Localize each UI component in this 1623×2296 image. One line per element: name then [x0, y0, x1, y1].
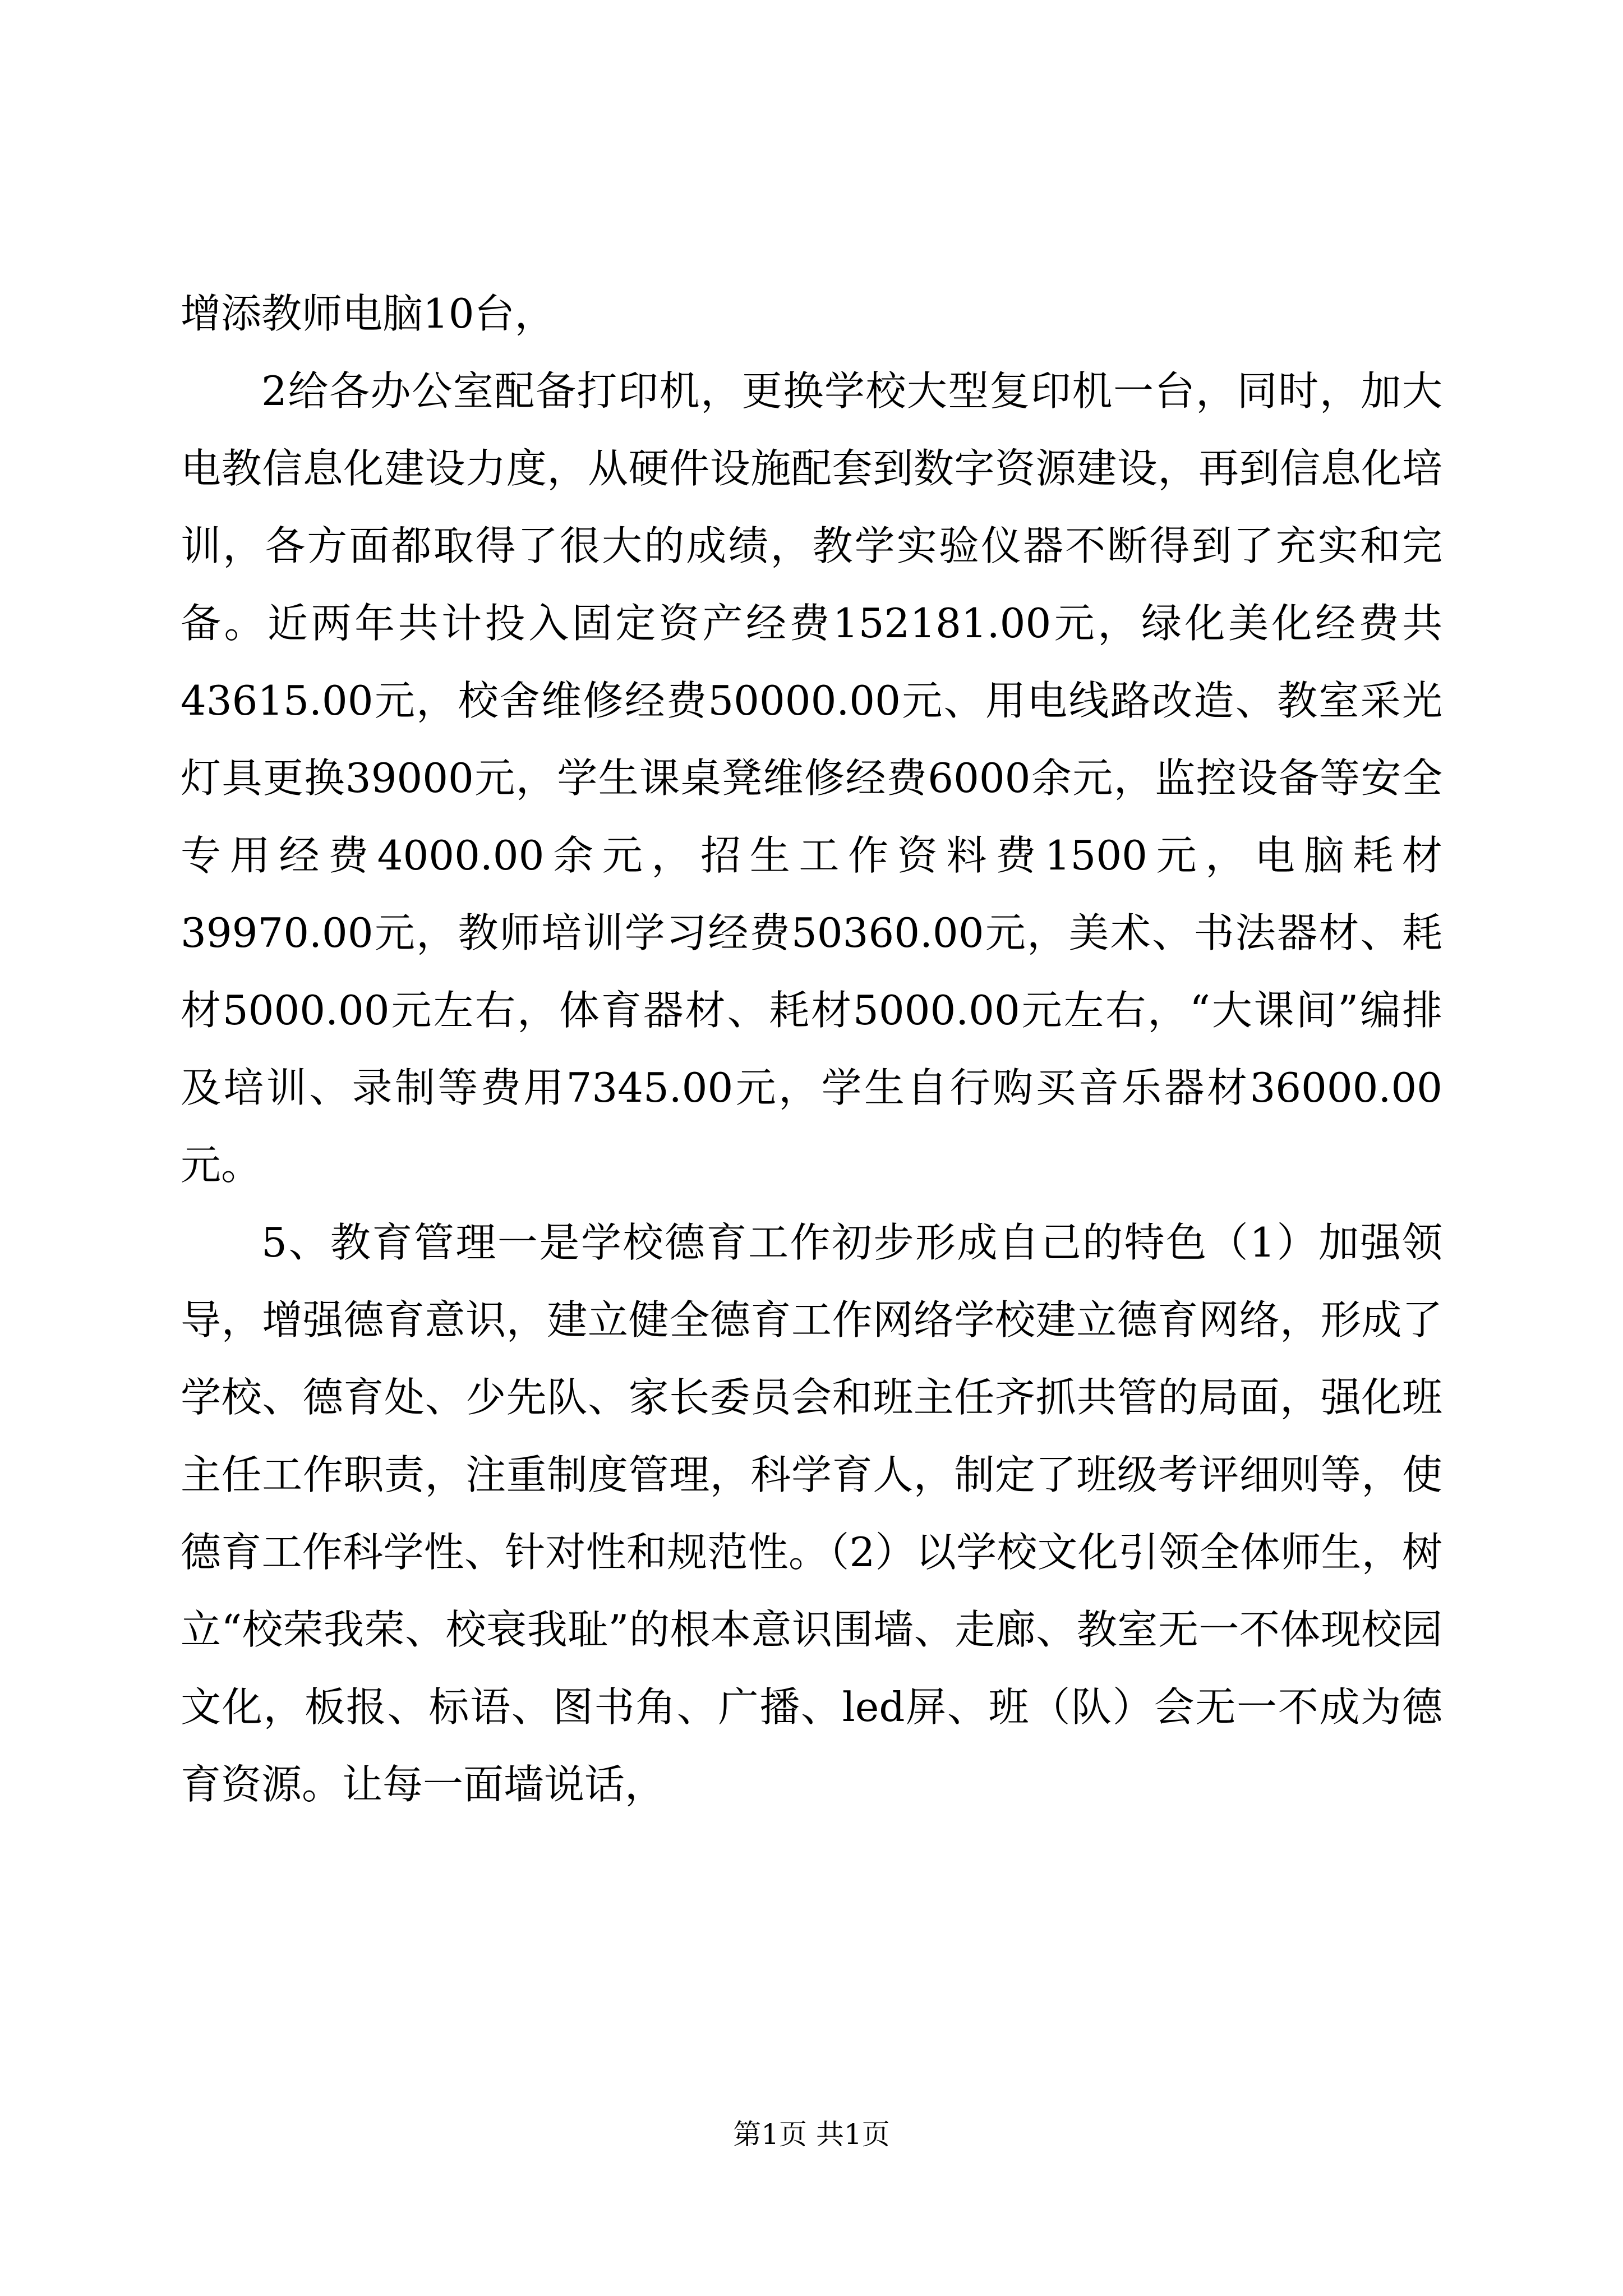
paragraph-3: 5、教育管理一是学校德育工作初步形成自己的特色（1）加强领导，增强德育意识，建立健全德育工作网络学校建立德育网络，形成了学校、德育处、少先队、家长委员会和班主任齐抓共管的局面，强化班主任工作职责，注重制度管理，科学育人，制定了班级考评细则等，使德育工作科学性、针对性和规范性。（2）以学校文化引领全体师生，树立“校荣我荣、校衰我耻”的根本意识围墙、走廊、教室无一不体现校园文化，板报、标语、图书角、广播、led屏、班（队）会无一不成为德育资源。让每一面墙说话， [181, 1219, 1442, 1808]
page-footer: 第1页 共1页 [733, 2118, 890, 2151]
paragraph-2: 2给各办公室配备打印机，更换学校大型复印机一台，同时，加大电教信息化建设力度，从硬件设施配套到数字资源建设，再到信息化培训，各方面都取得了很大的成绩，教学实验仪器不断得到了充实和完备。近两年共计投入固定资产经费152181.00元，绿化美化经费共43615.00元，校舍维修经费50000.00元、用电线路改造、教室采光灯具更换39000元，学生课桌凳维修经费6000余元，监控设备等安全专用经费4000.00余元，招生工作资料费1500元，电脑耗材39970.00元，教师培训学习经费50360.00元，美术、书法器材、耗材5000.00元左右，体育器材、耗材5000.00元左右，“大课间”编排及培训、录制等费用7345.00元，学生自行购买音乐器材36000.00元。 [181, 367, 1442, 1189]
paragraph-1: 增添教师电脑10台， [181, 290, 555, 337]
document-body [181, 275, 1442, 1823]
